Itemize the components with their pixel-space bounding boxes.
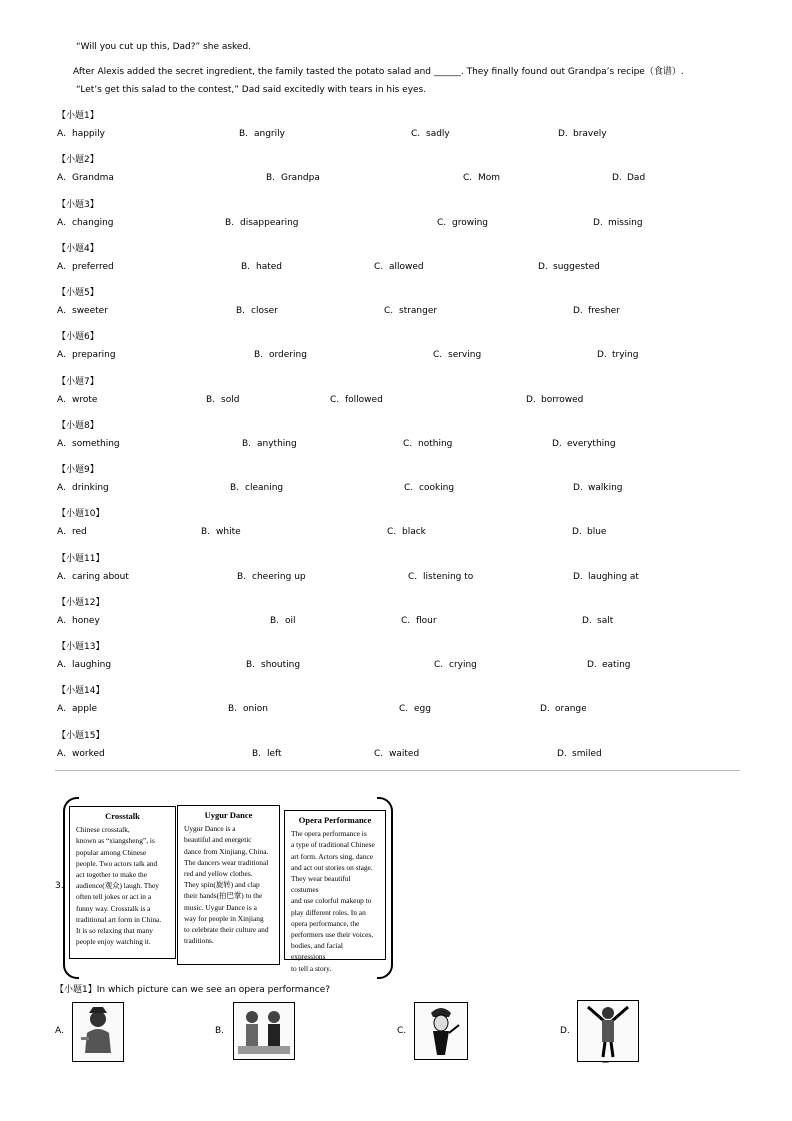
option-text: left: [267, 748, 282, 759]
option-text: growing: [452, 217, 488, 228]
answer-option[interactable]: [57, 704, 97, 714]
option-letter: A.: [57, 394, 66, 405]
answer-option[interactable]: [201, 527, 241, 537]
option-letter: A.: [57, 527, 66, 538]
answer-option[interactable]: [538, 262, 600, 272]
option-letter: C.: [384, 306, 394, 316]
option-letter: B.: [225, 217, 235, 228]
option-text: sweeter: [72, 306, 108, 316]
option-text: honey: [72, 615, 100, 626]
answer-option[interactable]: [270, 616, 296, 626]
option-text: walking: [588, 483, 623, 493]
answer-option[interactable]: [236, 306, 278, 316]
option-text: bravely: [573, 129, 607, 139]
picture-option-b[interactable]: [233, 1002, 295, 1060]
option-letter: C.: [399, 704, 409, 715]
option-letter: B.: [252, 748, 262, 759]
option-text: drinking: [72, 483, 109, 493]
answer-option[interactable]: [252, 749, 282, 759]
option-letter: C.: [387, 527, 397, 538]
option-text: hated: [256, 261, 282, 272]
option-letter: A.: [57, 704, 66, 715]
question-label: 【小题3】: [57, 199, 99, 210]
answer-option[interactable]: [573, 306, 620, 316]
answer-option[interactable]: [374, 749, 419, 759]
option-letter: B.: [237, 571, 247, 582]
passage-line-2: After Alexis added the secret ingredient, the family tasted the potato salad and ______. They finally found out Grandpa’s recipe（食谱）.: [73, 67, 684, 77]
option-letter: B.: [242, 438, 252, 449]
answer-option[interactable]: [57, 306, 108, 316]
answer-option[interactable]: [573, 483, 623, 493]
answer-option[interactable]: [241, 262, 282, 272]
reading-panels: [63, 797, 393, 975]
panel-title: Uygur Dance: [204, 810, 253, 820]
answer-option[interactable]: [228, 704, 268, 714]
answer-option[interactable]: [246, 660, 300, 670]
option-text: black: [402, 527, 426, 538]
sub-question: 【小题1】In which picture can we see an opera performance?: [55, 985, 331, 995]
option-letter: D.: [573, 306, 583, 316]
answer-option[interactable]: [399, 704, 431, 714]
option-letter: A.: [57, 217, 66, 228]
option-text: onion: [243, 704, 268, 715]
answer-option[interactable]: [463, 173, 500, 183]
option-letter: C.: [411, 129, 421, 139]
option-text: orange: [555, 704, 587, 715]
answer-option[interactable]: [401, 616, 437, 626]
option-letter: A.: [57, 129, 66, 139]
answer-option[interactable]: [57, 660, 111, 670]
answer-option[interactable]: [230, 483, 283, 493]
picture-option-a[interactable]: [72, 1002, 124, 1062]
option-letter: A.: [57, 306, 66, 316]
option-text: cooking: [419, 483, 455, 493]
answer-option[interactable]: [587, 660, 631, 670]
page-mark: —: [602, 1058, 609, 1066]
option-letter: A.: [57, 438, 66, 449]
answer-option[interactable]: [57, 262, 114, 272]
panel-title: Crosstalk: [105, 811, 140, 821]
option-letter: D.: [538, 261, 548, 272]
option-text: angrily: [254, 129, 285, 139]
dancer-icon: [578, 1001, 638, 1061]
question-label: 【小题14】: [57, 686, 105, 697]
option-letter: B.: [206, 394, 216, 405]
option-text: red: [72, 527, 87, 538]
answer-option[interactable]: [404, 483, 454, 493]
option-text: smiled: [572, 748, 602, 759]
picture-option-b-label: B.: [215, 1026, 225, 1036]
option-letter: D.: [573, 483, 583, 493]
answer-option[interactable]: [57, 350, 116, 360]
answer-option[interactable]: [57, 616, 100, 626]
option-text: caring about: [72, 571, 129, 582]
question-label: 【小题8】: [57, 420, 99, 431]
option-text: everything: [567, 438, 616, 449]
option-text: fresher: [588, 306, 620, 316]
answer-option[interactable]: [57, 749, 105, 759]
question-label: 【小题15】: [57, 730, 105, 741]
passage-line-1: “Will you cut up this, Dad?” she asked.: [76, 42, 252, 52]
answer-option[interactable]: [433, 350, 481, 360]
option-text: something: [72, 438, 120, 449]
option-text: nothing: [418, 438, 453, 449]
answer-option[interactable]: [384, 306, 437, 316]
question-label: 【小题7】: [57, 376, 99, 387]
option-letter: A.: [57, 261, 66, 272]
question-label: 【小题9】: [57, 465, 99, 475]
option-text: suggested: [553, 261, 600, 272]
answer-option[interactable]: [572, 527, 606, 537]
panel-crosstalk: [69, 806, 176, 959]
option-letter: A.: [57, 748, 66, 759]
option-text: listening to: [423, 571, 474, 582]
option-text: borrowed: [541, 394, 584, 405]
option-text: anything: [257, 438, 297, 449]
option-letter: C.: [463, 173, 473, 184]
option-text: followed: [345, 394, 383, 405]
answer-option[interactable]: [411, 129, 450, 139]
option-letter: B.: [239, 129, 249, 139]
option-letter: D.: [557, 748, 567, 759]
option-text: waited: [389, 748, 420, 759]
option-text: Grandma: [72, 173, 114, 184]
option-letter: C.: [403, 438, 413, 449]
option-letter: D.: [612, 173, 622, 184]
option-text: worked: [72, 748, 105, 759]
option-text: egg: [414, 704, 431, 715]
option-letter: C.: [408, 571, 418, 582]
option-letter: D.: [552, 438, 562, 449]
answer-option[interactable]: [403, 439, 452, 449]
option-text: trying: [612, 350, 639, 361]
option-text: preferred: [72, 261, 114, 272]
option-text: shouting: [261, 660, 301, 670]
picture-option-a-label: A.: [55, 1026, 64, 1036]
option-text: apple: [72, 704, 97, 715]
option-text: cheering up: [252, 571, 306, 582]
option-letter: B.: [254, 350, 264, 361]
option-text: salt: [597, 615, 614, 626]
option-text: sadly: [426, 129, 450, 139]
answer-option[interactable]: [57, 527, 87, 537]
option-letter: D.: [582, 615, 592, 626]
answer-option[interactable]: [408, 572, 473, 582]
option-text: laughing: [72, 660, 112, 670]
answer-option[interactable]: [57, 439, 120, 449]
option-letter: D.: [558, 129, 568, 139]
answer-option[interactable]: [582, 616, 613, 626]
answer-option[interactable]: [557, 749, 602, 759]
section-number: 3.: [55, 881, 64, 891]
option-letter: C.: [437, 217, 447, 228]
option-letter: D.: [572, 527, 582, 538]
option-letter: D.: [597, 350, 607, 361]
option-text: crying: [449, 660, 477, 670]
option-letter: A.: [57, 350, 66, 361]
panel-body: Chinese crosstalk, known as “xiangsheng”, is popular among Chinese people. Two actors talk and act together to make the audience(观众) laugh. They often tell jokes or act in a funny way. Crosstalk is a traditional art form in China. It is so relaxing that many people enjoy watching it.: [76, 825, 162, 947]
option-text: sold: [221, 394, 240, 405]
option-letter: C.: [374, 261, 384, 272]
picture-option-d[interactable]: [577, 1000, 639, 1062]
answer-option[interactable]: [597, 350, 638, 360]
answer-option[interactable]: [612, 173, 645, 183]
question-label: 【小题6】: [57, 332, 99, 343]
answer-option[interactable]: [374, 262, 424, 272]
answer-option[interactable]: [225, 218, 299, 228]
option-letter: D.: [573, 571, 583, 582]
question-label: 【小题1】: [57, 111, 99, 121]
answer-option[interactable]: [266, 173, 320, 183]
answer-option[interactable]: [526, 395, 583, 405]
option-letter: A.: [57, 571, 66, 582]
option-text: Mom: [478, 173, 501, 184]
option-letter: C.: [374, 748, 384, 759]
option-letter: B.: [230, 483, 240, 493]
answer-option[interactable]: [434, 660, 477, 670]
option-text: ordering: [269, 350, 307, 361]
answer-option[interactable]: [593, 218, 643, 228]
answer-option[interactable]: [540, 704, 587, 714]
answer-option[interactable]: [57, 218, 114, 228]
option-letter: B.: [270, 615, 280, 626]
option-letter: B.: [228, 704, 238, 715]
option-letter: C.: [404, 483, 414, 493]
question-label: 【小题13】: [57, 642, 105, 652]
option-letter: A.: [57, 483, 66, 493]
picture-option-c[interactable]: [414, 1002, 468, 1060]
answer-option[interactable]: [57, 129, 105, 139]
option-letter: D.: [540, 704, 550, 715]
option-letter: D.: [587, 660, 597, 670]
option-text: changing: [72, 217, 114, 228]
option-text: flour: [416, 615, 437, 626]
option-text: cleaning: [245, 483, 284, 493]
question-label: 【小题2】: [57, 155, 99, 166]
option-letter: A.: [57, 173, 66, 184]
crosstalk-figure-icon: [73, 1003, 123, 1061]
option-text: serving: [448, 350, 482, 361]
option-letter: B.: [201, 527, 211, 538]
option-text: eating: [602, 660, 631, 670]
answer-option[interactable]: [437, 218, 488, 228]
option-text: laughing at: [588, 571, 639, 582]
option-text: white: [216, 527, 241, 538]
answer-option[interactable]: [330, 395, 383, 405]
option-text: oil: [285, 615, 296, 626]
option-letter: B.: [241, 261, 251, 272]
option-letter: C.: [330, 394, 340, 405]
option-text: Grandpa: [281, 173, 320, 184]
panel-opera-performance: [284, 810, 386, 973]
answer-option[interactable]: [57, 173, 114, 183]
option-text: wrote: [72, 394, 98, 405]
option-text: happily: [72, 129, 105, 139]
answer-option[interactable]: [206, 395, 239, 405]
answer-option[interactable]: [57, 395, 97, 405]
option-letter: B.: [266, 173, 276, 184]
answer-option[interactable]: [254, 350, 307, 360]
panel-uygur-dance: [177, 805, 280, 965]
panel-body: Uygur Dance is a beautiful and energetic dance from Xinjiang, China. The dancers wear traditional red and yellow clothes. They spin(旋转) and clap their hands(拍巴掌) to the music. Uygur Dance is a way for people in Xinjiang to celebrate their culture and traditions.: [184, 824, 269, 946]
option-letter: A.: [57, 615, 66, 626]
answer-option[interactable]: [57, 572, 129, 582]
option-letter: A.: [57, 660, 66, 670]
option-text: stranger: [399, 306, 438, 316]
answer-option[interactable]: [239, 129, 285, 139]
picture-option-d-label: D.: [560, 1026, 570, 1036]
answer-option[interactable]: [237, 572, 306, 582]
picture-option-c-label: C.: [397, 1026, 407, 1036]
question-label: 【小题10】: [57, 509, 105, 520]
answer-option[interactable]: [558, 129, 607, 139]
answer-option[interactable]: [57, 483, 109, 493]
answer-option[interactable]: [242, 439, 297, 449]
section-divider: [55, 770, 740, 771]
question-label: 【小题4】: [57, 243, 99, 254]
answer-option[interactable]: [552, 439, 616, 449]
option-text: blue: [587, 527, 607, 538]
panel-title: Opera Performance: [298, 815, 372, 825]
option-letter: C.: [433, 350, 443, 361]
option-text: preparing: [72, 350, 116, 361]
two-actors-icon: [234, 1003, 294, 1059]
opera-performer-icon: [415, 1003, 467, 1059]
option-letter: D.: [593, 217, 603, 228]
question-label: 【小题12】: [57, 597, 105, 608]
passage-line-3: “Let’s get this salad to the contest,” Dad said excitedly with tears in his eyes.: [76, 85, 427, 95]
answer-option[interactable]: [573, 572, 639, 582]
option-letter: B.: [246, 660, 256, 670]
option-letter: C.: [434, 660, 444, 670]
option-letter: C.: [401, 615, 411, 626]
question-label: 【小题11】: [57, 553, 105, 564]
option-text: disappearing: [240, 217, 299, 228]
answer-option[interactable]: [387, 527, 426, 537]
option-letter: B.: [236, 306, 246, 316]
panel-body: The opera performance is a type of traditional Chinese art form. Actors sing, dance and act out stories on stage. They wear beautiful costumes and use colorful makeup to play different roles. In an opera performance, the performers use their voices, bodies, and facial expressions to tell a story.: [291, 829, 375, 973]
question-label: 【小题5】: [57, 288, 99, 298]
option-text: Dad: [627, 173, 646, 184]
option-letter: D.: [526, 394, 536, 405]
option-text: missing: [608, 217, 643, 228]
option-text: closer: [251, 306, 278, 316]
option-text: allowed: [389, 261, 424, 272]
